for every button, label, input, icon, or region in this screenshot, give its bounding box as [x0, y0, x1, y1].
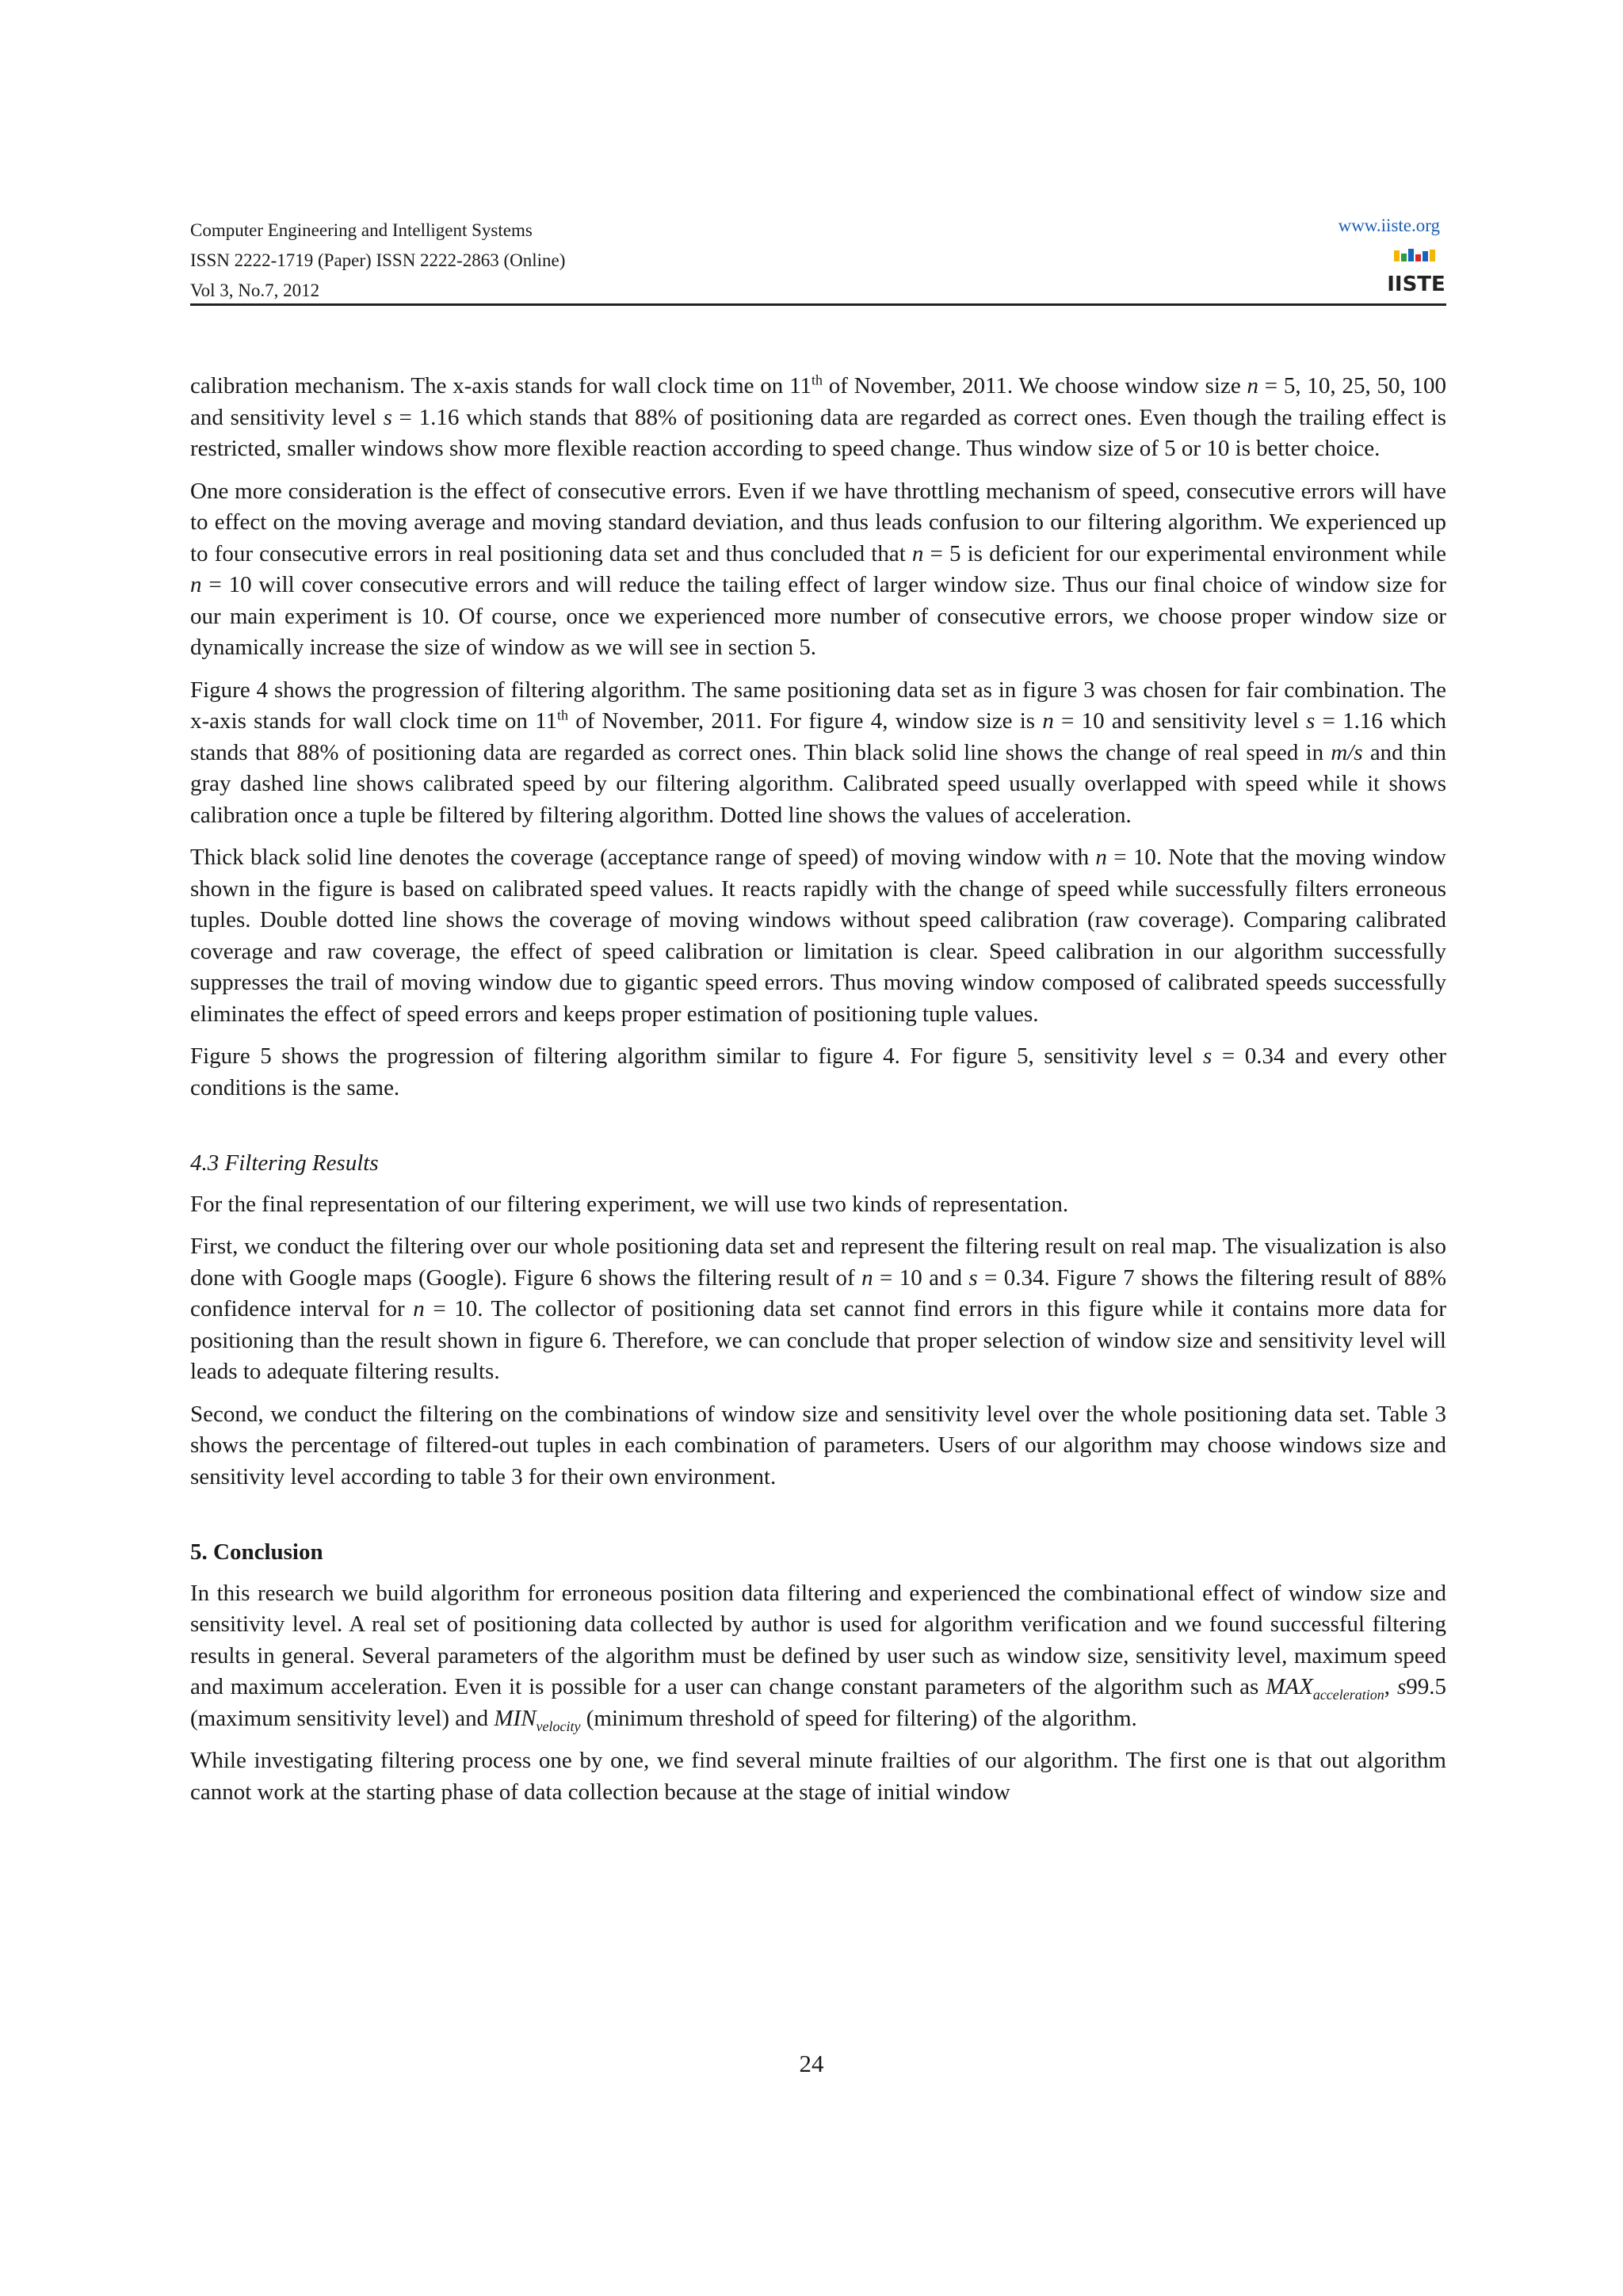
paragraph-figure-4: Figure 4 shows the progression of filtering algorithm. The same positioning data set as in figure 3 was chosen for fair combination. The x-axis stands for wall clock time on 11th of November, 2011. For figure 4, window size is n = 10 and sensitivity level s = 1.16 which stands that 88% of positioning data are regarded as correct ones. Thin black solid line shows the change of real speed in m/s and thin gray dashed line shows calibrated speed by our filtering algorithm. Calibrated speed usually overlapped with speed while it shows calibration once a tuple be filtered by filtering algorithm. Dotted line shows the values of acceleration.: [190, 677, 1446, 828]
page-header: [190, 215, 1446, 303]
paragraph-table-3: Second, we conduct the filtering on the combinations of window size and sensitivity level over the whole positioning data set. Table 3 shows the percentage of filtered-out tuples in each combination of parameters. Users of our algorithm may choose windows size and sensitivity level according to table 3 for their own environment.: [190, 1401, 1446, 1489]
logo-text: IISTE: [1387, 273, 1445, 296]
paragraph-figure-5: Figure 5 shows the progression of filtering algorithm similar to figure 4. For figure 5, sensitivity level s = 0.34 and every other conditions is the same.: [190, 1043, 1446, 1100]
paragraph-frailties: While investigating filtering process one by one, we find several minute frailties of our algorithm. The first one is that out algorithm cannot work at the starting phase of data collection because at the stage of initial window: [190, 1748, 1446, 1805]
journal-volume: Vol 3, No.7, 2012: [190, 280, 320, 300]
paragraph-calibration-mechanism: calibration mechanism. The x-axis stands for wall clock time on 11th of November, 2011. We choose window size n = 5, 10, 25, 50, 100 and sensitivity level s = 1.16 which stands that 88% of positioning data are regarded as correct ones. Even though the trailing effect is restricted, smaller windows show more flexible reaction according to speed change. Thus window size of 5 or 10 is better choice.: [190, 372, 1446, 461]
journal-issn: ISSN 2222-1719 (Paper) ISSN 2222-2863 (Online): [190, 250, 566, 270]
journal-title: Computer Engineering and Intelligent Systems: [190, 220, 533, 240]
website-link[interactable]: www.iiste.org: [1338, 215, 1440, 235]
paragraph-coverage: Thick black solid line denotes the coverage (acceptance range of speed) of moving window with n = 10. Note that the moving window shown in the figure is based on calibrated speed values. It reacts rapidly with the change of speed while successfully filters erroneous tuples. Double dotted line shows the coverage of moving windows without speed calibration (raw coverage). Comparing calibrated coverage and raw coverage, the effect of speed calibration or limitation is clear. Speed calibration in our algorithm successfully suppresses the trail of moving window due to gigantic speed errors. Thus moving window composed of calibrated speeds successfully eliminates the effect of speed errors and keeps proper estimation of positioning tuple values.: [190, 845, 1446, 1027]
page-body: [190, 371, 1446, 1819]
paragraph-representation: For the final representation of our filtering experiment, we will use two kinds of representation.: [190, 1191, 1069, 1217]
iiste-logo: [1387, 247, 1445, 296]
header-divider: [190, 303, 1446, 306]
paragraph-conclusion: In this research we build algorithm for erroneous position data filtering and experienced the combinational effect of window size and sensitivity level. A real set of positioning data collected by author is used for algorithm verification and we found successful filtering results in general. Several parameters of the algorithm must be defined by user such as window size, sensitivity level, maximum speed and maximum acceleration. Even it is possible for a user can change constant parameters of the algorithm such as $MAX_{acceleration}$, s99.5 (maximum sensitivity level) and $MIN_{velocity}$ (minimum threshold of speed for filtering) of the algorithm.: [190, 1580, 1446, 1734]
paragraph-consecutive-errors: One more consideration is the effect of consecutive errors. Even if we have throttling mechanism of speed, consecutive errors will have to effect on the moving average and moving standard deviation, and thus leads confusion to our filtering algorithm. We experienced up to four consecutive errors in real positioning data set and thus concluded that n = 5 is deficient for our experimental environment while n = 10 will cover consecutive errors and will reduce the tailing effect of larger window size. Thus our final choice of window size for our main experiment is 10. Of course, once we experienced more number of consecutive errors, we choose proper window size or dynamically increase the size of window as we will see in section 5.: [190, 478, 1446, 660]
paragraph-map-results: First, we conduct the filtering over our whole positioning data set and represent the filtering result on real map. The visualization is also done with Google maps (Google). Figure 6 shows the filtering result of n = 10 and s = 0.34. Figure 7 shows the filtering result of 88% confidence interval for n = 10. The collector of positioning data set cannot find errors in this figure while it contains more data for positioning than the result shown in figure 6. Therefore, we can conclude that proper selection of window size and sensitivity level will leads to adequate filtering results.: [190, 1234, 1447, 1384]
section-heading-filtering-results: 4.3 Filtering Results: [190, 1150, 379, 1176]
section-heading-conclusion: 5. Conclusion: [190, 1539, 323, 1565]
page-number: 24: [799, 2050, 824, 2077]
